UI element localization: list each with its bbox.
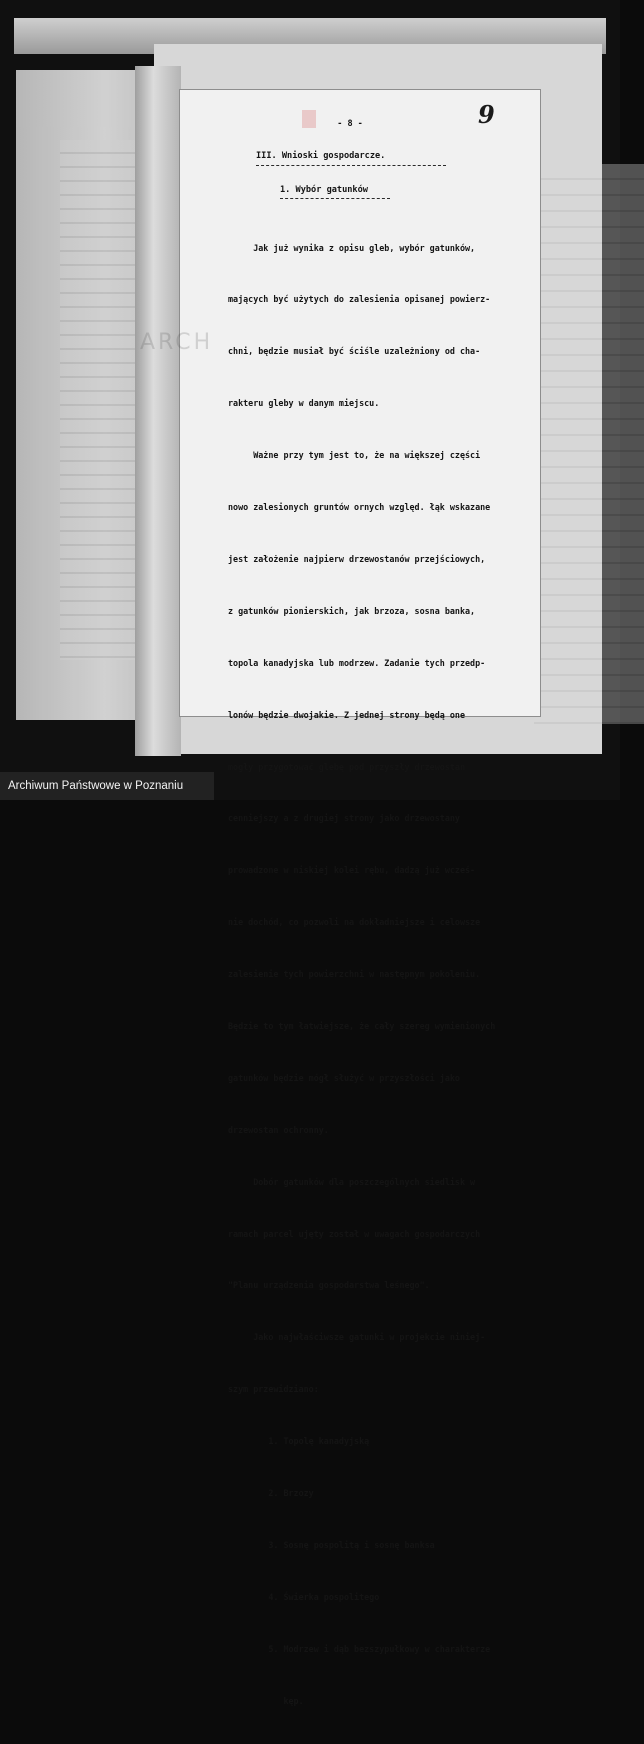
page-number: - 8 - — [337, 119, 363, 129]
text-line: 5. Modrzew i dąb bezszypułkowy w charakterze — [228, 1643, 491, 1654]
text-line: 2. Brzozy — [228, 1487, 314, 1498]
text-line: jest założenie najpierw drzewostanów przejściowych, — [228, 553, 486, 564]
section-title-underline — [256, 165, 446, 166]
section-title: III. Wnioski gospodarcze. — [256, 151, 386, 161]
text-line: Jak już wynika z opisu gleb, wybór gatunków, — [228, 242, 476, 253]
body-text — [228, 205, 538, 1744]
back-sheet-bleed-text — [534, 164, 644, 724]
text-line: 4. Świerka pospolitego — [228, 1591, 380, 1602]
text-line: topola kanadyjska lub modrzew. Zadanie tych przedp- — [228, 657, 486, 668]
text-line: mogły przygotować glebę pod przyszły drzewostan — [228, 761, 465, 772]
subsection-title: 1. Wybór gatunków — [280, 185, 368, 195]
text-line: zalesienie tych powierzchni w następnym pokoleniu. — [228, 969, 481, 980]
text-line: Będzie to tym łatwiejsze, że cały szereg wymienionych — [228, 1020, 496, 1031]
text-line: z gatunków pionierskich, jak brzoza, sosna banka, — [228, 605, 476, 616]
text-line: 3. Sosnę pospolitą i sosnę banksa — [228, 1539, 435, 1550]
text-line: mających być użytych do zalesienia opisanej powierz- — [228, 294, 491, 305]
text-line: ramach parcel ujęty został w uwagach gospodarczych — [228, 1228, 481, 1239]
archive-credit-label: Archiwum Państwowe w Poznaniu — [0, 772, 214, 800]
text-line: szym przewidziano: — [228, 1384, 319, 1395]
text-line: nie dochód, co pozwoli na dokładniejsze i celowsze — [228, 917, 481, 928]
text-line: 1. Topolę kanadyjską — [228, 1436, 370, 1447]
subsection-title-underline — [280, 198, 390, 199]
text-line: Dobór gatunków dla poszczególnych siedlisk w — [228, 1176, 476, 1187]
text-line: prowadzone w niskiej kolei rębu, dadzą już wcześ- — [228, 865, 476, 876]
text-line: lonów będzie dwojakie. Z jednej strony będą one — [228, 709, 465, 720]
text-line: gatunków będzie mógł służyć w przyszłości jako — [228, 1072, 460, 1083]
stamp-mark — [302, 110, 316, 128]
text-line: kęp. — [228, 1695, 304, 1706]
text-line: chni, będzie musiał być ściśle uzależniony od cha- — [228, 346, 481, 357]
archive-watermark: ARCH — [140, 330, 214, 355]
text-line: rakteru gleby w danym miejscu. — [228, 398, 380, 409]
text-line: Jako najwłaściwsze gatunki w projekcie niniej- — [228, 1332, 486, 1343]
text-line: drzewostan ochronny. — [228, 1124, 329, 1135]
binding-spine — [135, 66, 181, 756]
document-page — [180, 90, 540, 1706]
text-line: nowo zalesionych gruntów ornych względ. łąk wskazane — [228, 502, 491, 513]
text-line: "Planu urządzenia gospodarstwa leśnego". — [228, 1280, 430, 1291]
handwritten-folio-number: 9 — [478, 100, 495, 129]
text-line: Ważne przy tym jest to, że na większej części — [228, 450, 481, 461]
text-line: cenniejszy a z drugiej strony jako drzewostany — [228, 813, 460, 824]
